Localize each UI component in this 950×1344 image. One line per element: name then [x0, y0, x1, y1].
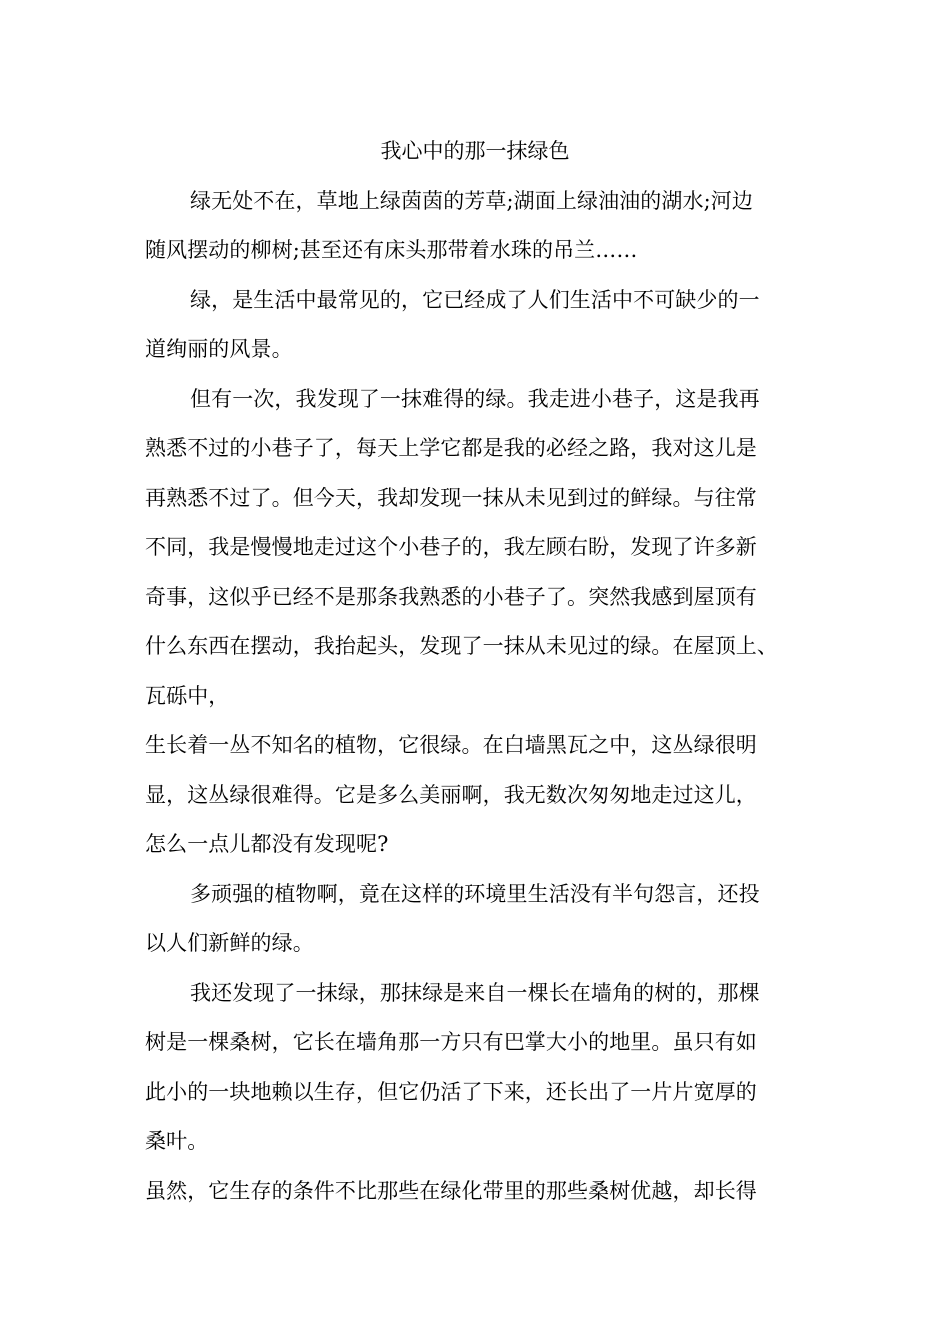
- text-line: 显，这丛绿很难得。它是多么美丽啊，我无数次匆匆地走过这儿，: [145, 783, 757, 807]
- text-line: 怎么一点儿都没有发现呢?: [145, 832, 389, 856]
- text-line: 不同，我是慢慢地走过这个小巷子的，我左顾右盼，发现了许多新: [145, 535, 757, 559]
- text-line: 但有一次，我发现了一抹难得的绿。我走进小巷子，这是我再: [190, 387, 760, 411]
- text-line: 随风摆动的柳树;甚至还有床头那带着水珠的吊兰……: [145, 238, 638, 262]
- text-line: 绿，是生活中最常见的，它已经成了人们生活中不可缺少的一: [190, 288, 760, 312]
- text-line: 生长着一丛不知名的植物，它很绿。在白墙黑瓦之中，这丛绿很明: [145, 733, 757, 757]
- text-line: 道绚丽的风景。: [145, 337, 293, 361]
- text-line: 我还发现了一抹绿，那抹绿是来自一棵长在墙角的树的，那棵: [190, 981, 760, 1005]
- document-title: 我心中的那一抹绿色: [380, 139, 570, 163]
- text-line: 奇事，这似乎已经不是那条我熟悉的小巷子了。突然我感到屋顶有: [145, 585, 757, 609]
- text-line: 多顽强的植物啊，竟在这样的环境里生活没有半句怨言，还投: [190, 882, 760, 906]
- text-line: 此小的一块地赖以生存，但它仍活了下来，还长出了一片片宽厚的: [145, 1080, 757, 1104]
- text-line: 树是一棵桑树，它长在墙角那一方只有巴掌大小的地里。虽只有如: [145, 1030, 757, 1054]
- text-line: 熟悉不过的小巷子了，每天上学它都是我的必经之路，我对这儿是: [145, 436, 757, 460]
- text-line: 以人们新鲜的绿。: [145, 931, 314, 955]
- text-line: 虽然，它生存的条件不比那些在绿化带里的那些桑树优越，却长得: [145, 1179, 757, 1203]
- text-line: 什么东西在摆动，我抬起头，发现了一抹从未见过的绿。在屋顶上、: [145, 634, 778, 658]
- text-line: 再熟悉不过了。但今天，我却发现一抹从未见到过的鲜绿。与往常: [145, 486, 757, 510]
- text-line: 绿无处不在，草地上绿茵茵的芳草;湖面上绿油油的湖水;河边: [190, 189, 753, 213]
- text-line: 桑叶。: [145, 1129, 209, 1153]
- text-line: 瓦砾中，: [145, 684, 230, 708]
